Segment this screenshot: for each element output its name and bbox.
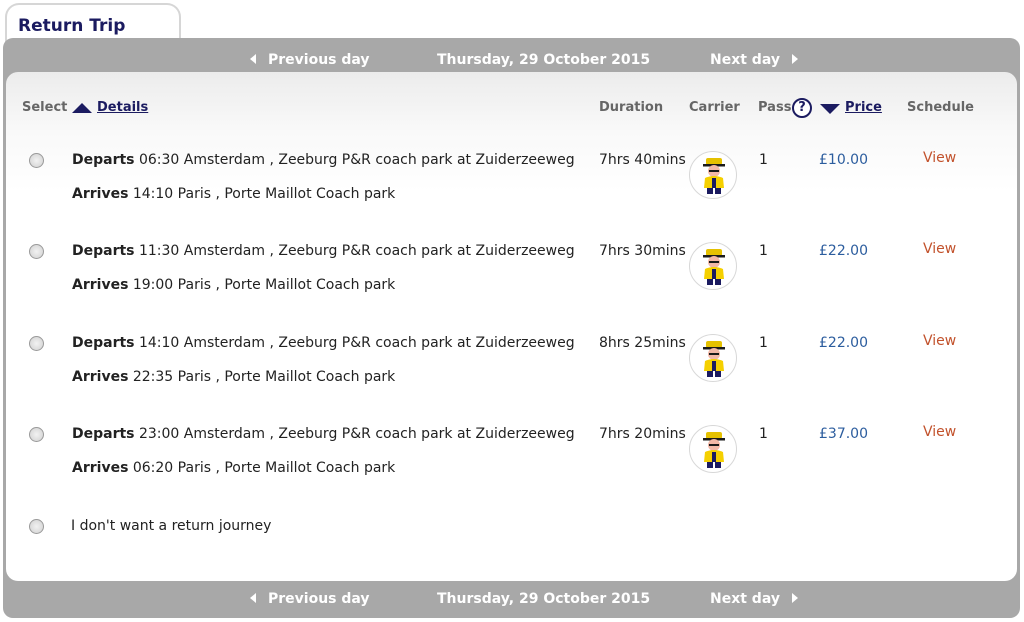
arrival-info [72, 277, 395, 293]
arrives-place: Paris , Porte Maillot Coach park [177, 369, 396, 385]
price: £22.00 [819, 335, 868, 351]
departure-info [72, 426, 575, 442]
arrives-time: 14:10 [132, 186, 174, 202]
next-day-link[interactable] [710, 52, 798, 68]
current-date: Thursday, 29 October 2015 [437, 52, 651, 68]
duration: 7hrs 30mins [599, 243, 686, 259]
arrives-label: Arrives [72, 460, 129, 476]
pass-count: 1 [759, 243, 768, 259]
journey-radio[interactable] [29, 244, 44, 259]
tab-title: Return Trip [18, 16, 126, 36]
no-return-radio[interactable] [29, 519, 44, 534]
journey-row [0, 146, 1024, 236]
price-sort-link[interactable]: Price [845, 100, 882, 115]
departs-time: 23:00 [138, 426, 180, 442]
previous-day-label: Previous day [268, 591, 370, 607]
triangle-down-icon[interactable] [820, 104, 840, 114]
journey-row [0, 329, 1024, 419]
duration-header: Duration [599, 100, 664, 115]
previous-day-link[interactable] [250, 591, 370, 607]
no-return-label: I don't want a return journey [71, 518, 272, 534]
departs-place: Amsterdam , Zeeburg P&R coach park at Zuiderzeeweg [183, 152, 575, 168]
coach-driver-mascot-icon [699, 157, 729, 195]
price: £22.00 [819, 243, 868, 259]
previous-day-label: Previous day [268, 52, 370, 68]
arrives-time: 06:20 [132, 460, 174, 476]
departs-label: Departs [72, 243, 135, 259]
departs-place: Amsterdam , Zeeburg P&R coach park at Zuiderzeeweg [183, 335, 575, 351]
arrives-place: Paris , Porte Maillot Coach park [177, 460, 396, 476]
departs-time: 11:30 [138, 243, 180, 259]
triangle-right-icon [792, 54, 798, 64]
triangle-right-icon [792, 593, 798, 603]
carrier-logo [689, 151, 737, 199]
arrives-label: Arrives [72, 369, 129, 385]
departure-info [72, 335, 575, 351]
schedule-view-link[interactable]: View [923, 333, 957, 349]
arrival-info [72, 369, 395, 385]
departs-time: 14:10 [138, 335, 180, 351]
arrival-info [72, 186, 395, 202]
carrier-logo [689, 334, 737, 382]
carrier-logo [689, 242, 737, 290]
journey-radio[interactable] [29, 153, 44, 168]
arrives-time: 22:35 [132, 369, 174, 385]
coach-driver-mascot-icon [699, 248, 729, 286]
journey-radio[interactable] [29, 336, 44, 351]
duration: 8hrs 25mins [599, 335, 686, 351]
arrives-label: Arrives [72, 277, 129, 293]
journey-row [0, 237, 1024, 327]
departs-label: Departs [72, 152, 135, 168]
select-header: Select [22, 100, 68, 115]
arrives-label: Arrives [72, 186, 129, 202]
journey-row [0, 420, 1024, 510]
previous-day-link[interactable] [250, 52, 370, 68]
departs-place: Amsterdam , Zeeburg P&R coach park at Zuiderzeeweg [183, 243, 575, 259]
pass-count: 1 [759, 152, 768, 168]
coach-driver-mascot-icon [699, 340, 729, 378]
arrives-time: 19:00 [132, 277, 174, 293]
next-day-label: Next day [710, 52, 780, 68]
arrives-place: Paris , Porte Maillot Coach park [177, 277, 396, 293]
departs-label: Departs [72, 335, 135, 351]
triangle-left-icon [250, 54, 256, 64]
carrier-header: Carrier [689, 100, 740, 115]
triangle-left-icon [250, 593, 256, 603]
schedule-view-link[interactable]: View [923, 241, 957, 257]
arrives-place: Paris , Porte Maillot Coach park [177, 186, 396, 202]
next-day-link[interactable] [710, 591, 798, 607]
price: £37.00 [819, 426, 868, 442]
departure-info [72, 152, 575, 168]
current-date: Thursday, 29 October 2015 [437, 591, 651, 607]
coach-driver-mascot-icon [699, 431, 729, 469]
schedule-header: Schedule [907, 100, 974, 115]
pass-header: Pass [758, 100, 792, 115]
pass-count: 1 [759, 335, 768, 351]
departs-place: Amsterdam , Zeeburg P&R coach park at Zuiderzeeweg [183, 426, 575, 442]
departs-label: Departs [72, 426, 135, 442]
day-navigation-bottom [0, 583, 1024, 617]
details-sort-link[interactable]: Details [97, 100, 149, 115]
question-circle-icon[interactable]: ? [792, 98, 812, 118]
schedule-view-link[interactable]: View [923, 424, 957, 440]
duration: 7hrs 20mins [599, 426, 686, 442]
departure-info [72, 243, 575, 259]
journey-radio[interactable] [29, 427, 44, 442]
carrier-logo [689, 425, 737, 473]
price: £10.00 [819, 152, 868, 168]
next-day-label: Next day [710, 591, 780, 607]
triangle-up-icon[interactable] [72, 103, 92, 113]
schedule-view-link[interactable]: View [923, 150, 957, 166]
arrival-info [72, 460, 395, 476]
pass-count: 1 [759, 426, 768, 442]
departs-time: 06:30 [138, 152, 180, 168]
duration: 7hrs 40mins [599, 152, 686, 168]
